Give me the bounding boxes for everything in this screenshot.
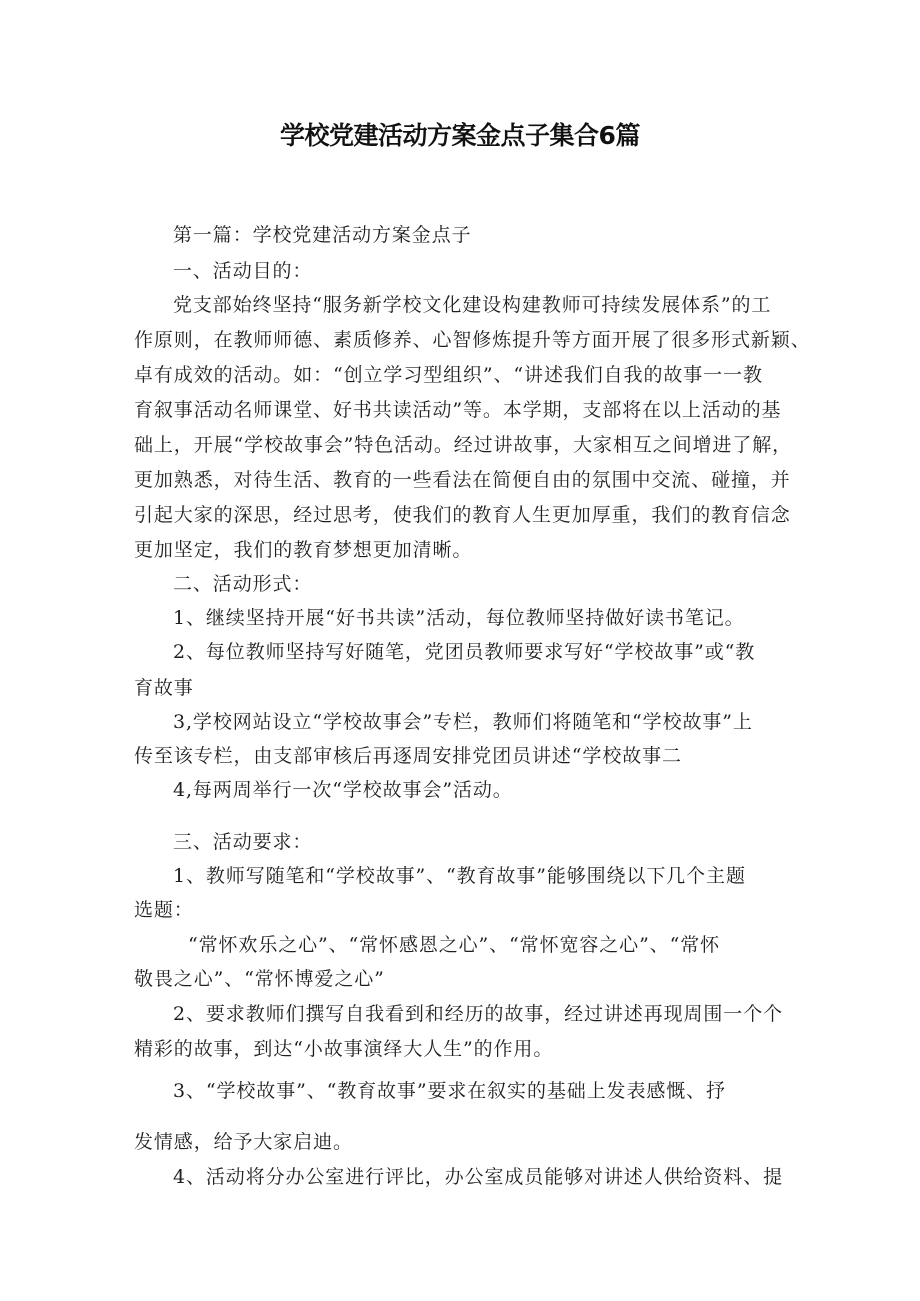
- heading-activity-requirements: 三、活动要求：: [173, 831, 313, 853]
- list-item-3-cont: 传至该专栏，由支部审核后再逐周安排党团员讲述“学校故事二: [134, 745, 682, 767]
- list-item-1: 1、继续坚持开展“好书共读”活动，每位教师坚持做好读书笔记。: [173, 607, 745, 629]
- paragraph-line: 础上，开展“学校故事会”特色活动。经过讲故事，大家相互之间增进了解，: [134, 434, 793, 456]
- requirement-2-cont: 精彩的故事，到达“小故事演绎大人生”的作用。: [134, 1038, 554, 1060]
- paragraph-line: 作原则，在教师师德、素质修养、心智修炼提升等方面开展了很多形式新颖、: [134, 329, 811, 351]
- list-item-4: 4,每两周举行一次“学校故事会”活动。: [173, 779, 513, 801]
- document-title: 学校党建活动方案金点子集合6篇: [280, 121, 640, 150]
- themes-line-cont: 敬畏之心”、“常怀博爱之心”: [134, 968, 385, 990]
- paragraph-line: 卓有成效的活动。如：“创立学习型组织”、“讲述我们自我的故事一一教: [134, 364, 763, 386]
- list-item-3: 3,学校网站设立“学校故事会”专栏，教师们将随笔和“学校故事”上: [173, 711, 753, 733]
- paragraph-line: 引起大家的深思，经过思考，使我们的教育人生更加厚重，我们的教育信念: [134, 504, 791, 526]
- list-item-2: 2、每位教师坚持写好随笔，党团员教师要求写好“学校故事”或“教: [173, 641, 756, 663]
- requirement-4: 4、活动将分办公室进行评比，办公室成员能够对讲述人供给资料、提: [173, 1166, 783, 1188]
- paragraph-line: 育叙事活动名师课堂、好书共读活动”等。本学期，支部将在以上活动的基: [134, 399, 782, 421]
- list-item-2-cont: 育故事: [134, 677, 194, 699]
- paragraph-line: 党支部始终坚持“服务新学校文化建设构建教师可持续发展体系”的工: [173, 294, 772, 316]
- requirement-3: 3、“学校故事”、“教育故事”要求在叙实的基础上发表感慨、抒: [173, 1080, 726, 1102]
- requirement-1-cont: 选题：: [134, 899, 194, 921]
- heading-activity-form: 二、活动形式：: [173, 573, 313, 595]
- paragraph-line: 更加熟悉，对待生活、教育的一些看法在简便自由的氛围中交流、碰撞，并: [134, 469, 791, 491]
- requirement-2: 2、要求教师们撰写自我看到和经历的故事，经过讲述再现周围一个个: [173, 1003, 783, 1025]
- heading-activity-purpose: 一、活动目的：: [173, 260, 313, 282]
- requirement-1: 1、教师写随笔和“学校故事”、“教育故事”能够围绕以下几个主题: [173, 865, 746, 887]
- section-heading-part1: 第一篇：学校党建活动方案金点子: [173, 224, 472, 246]
- themes-line: “常怀欢乐之心”、“常怀感恩之心”、“常怀宽容之心”、“常怀: [188, 934, 720, 956]
- requirement-3-cont: 发情感，给予大家启迪。: [134, 1131, 353, 1153]
- paragraph-line: 更加坚定，我们的教育梦想更加清晰。: [134, 539, 473, 561]
